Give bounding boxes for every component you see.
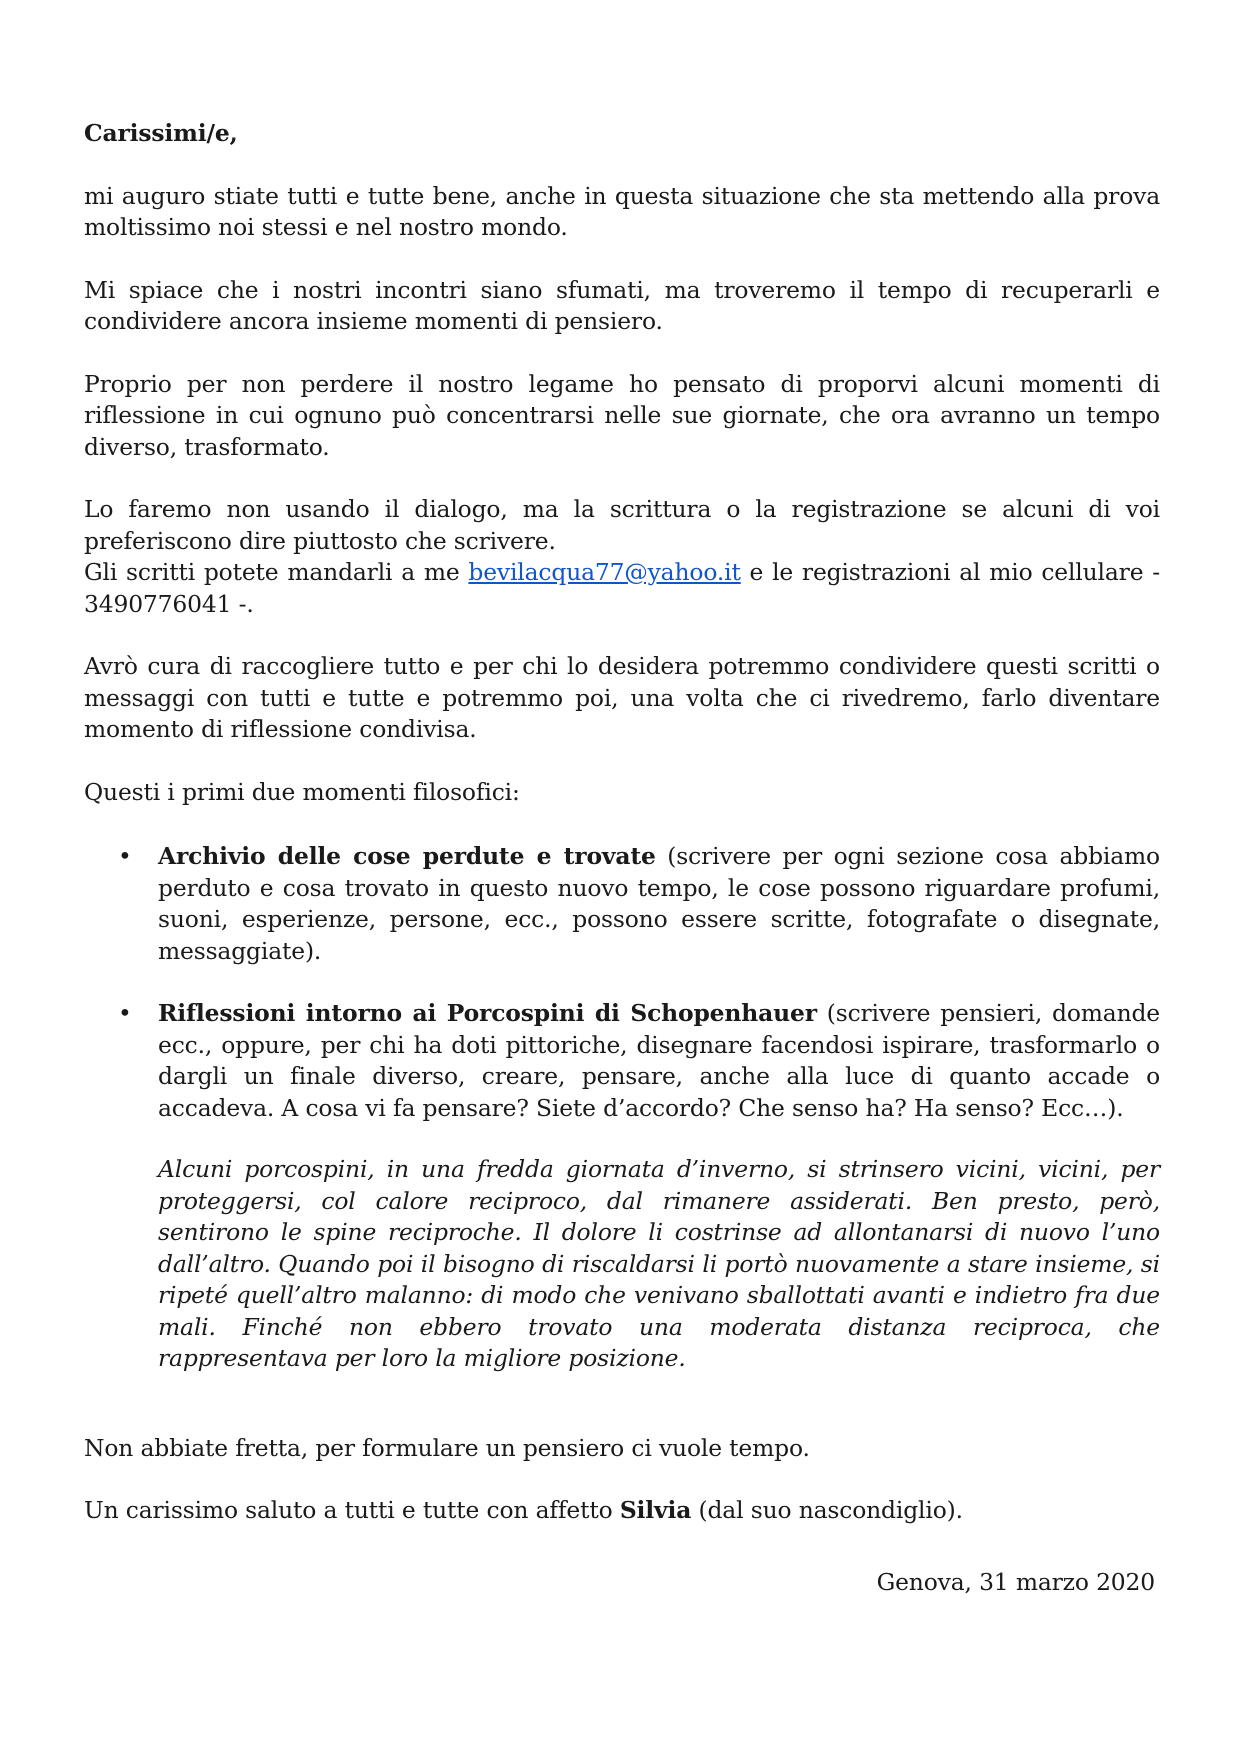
farewell-line [84,1495,1160,1527]
paragraph-writing: Lo faremo non usando il dialogo, ma la scrittura o la registrazione se alcuni di voi preferiscono dire piuttosto che scrivere. [84,495,1160,555]
moment-porcupines-description: (scrivere pensieri, domande ecc., oppure, per chi ha doti pittoriche, disegnare facendosi ispirare, trasformarlo o dargli un finale diverso, creare, pensare, anche alla luce di quanto accade o accadeva. A cosa vi fa pensare? Siete d’accordo? Che senso ha? Ha senso? Ecc…). [158,999,1161,1122]
signature-name: Silvia [619,1496,692,1524]
paragraph-reflection: Proprio per non perdere il nostro legame ho pensato di proporvi alcuni momenti di riflessione in cui ognuno può concentrarsi nelle sue giornate, che ora avranno un tempo diverso, trasformato. [84,369,1160,461]
paragraph-meetings: Mi spiace che i nostri incontri siano sfumati, ma troveremo il tempo di recuperarli e condividere ancora insieme momenti di pensiero. [84,275,1160,335]
schopenhauer-quote: Alcuni porcospini, in una fredda giornata d’inverno, si strinsero vicini, vicini, per proteggersi, col calore reciproco, dal rimanere assiderati. Ben presto, però, sentirono le spine reciproche. Il dolore li costrinse ad allontanarsi di nuovo l’uno dall’altro. Quando poi il bisogno di riscaldarsi li portò nuovamente a stare insieme, si ripeté quell’altro malanno: di modo che venivano sballottati avanti e indietro fra due mali. Finché non ebbero trovato una moderata distanza reciproca, che rappresentava per loro la migliore posizione. [158,1155,1160,1372]
bullet-icon: • [118,999,132,1027]
paragraph-contact [84,557,1160,620]
closing-line: Non abbiate fretta, per formulare un pensiero ci vuole tempo. [84,1433,810,1462]
bullet-icon: • [118,842,132,870]
contact-text-after: e le registrazioni al mio cellulare - 3490776041 -. [84,558,1160,618]
farewell-text-after: (dal suo nascondiglio). [691,1496,963,1524]
farewell-text-before: Un carissimo saluto a tutti e tutte con affetto [84,1496,620,1524]
paragraph-collect: Avrò cura di raccogliere tutto e per chi lo desidera potremmo condividere questi scritti o messaggi con tutti e tutte e potremmo poi, una volta che ci rivedremo, farlo diventare momento di riflessione condivisa. [84,652,1160,743]
letter-page [84,118,1160,1598]
place-date: Genova, 31 marzo 2020 [876,1567,1155,1596]
moment-porcupines-text [158,998,1160,1124]
greeting: Carissimi/e, [84,119,238,147]
moment-archive-description: (scrivere per ogni sezione cosa abbiamo perduto e cosa trovato in questo nuovo tempo, le cose possono riguardare profumi, suoni, esperienze, persone, ecc., possono essere scritte, fotografate o disegnate, messaggiate). [158,842,1160,965]
contact-text-before: Gli scritti potete mandarli a me [84,558,469,586]
moment-archive-text [158,841,1160,967]
moment-item-porcupines [84,998,1160,1375]
moments-list [84,841,1160,1375]
moment-archive-title: Archivio delle cose perdute e trovate [158,842,656,870]
moment-item-archive [84,841,1160,967]
paragraph-wellbeing: mi auguro stiate tutti e tutte bene, anche in questa situazione che sta mettendo alla prova moltissimo noi stessi e nel nostro mondo. [84,181,1160,241]
moments-intro: Questi i primi due momenti filosofici: [84,777,520,806]
email-link[interactable]: bevilacqua77@yahoo.it [468,558,741,586]
moment-porcupines-title: Riflessioni intorno ai Porcospini di Schopenhauer [158,999,817,1027]
